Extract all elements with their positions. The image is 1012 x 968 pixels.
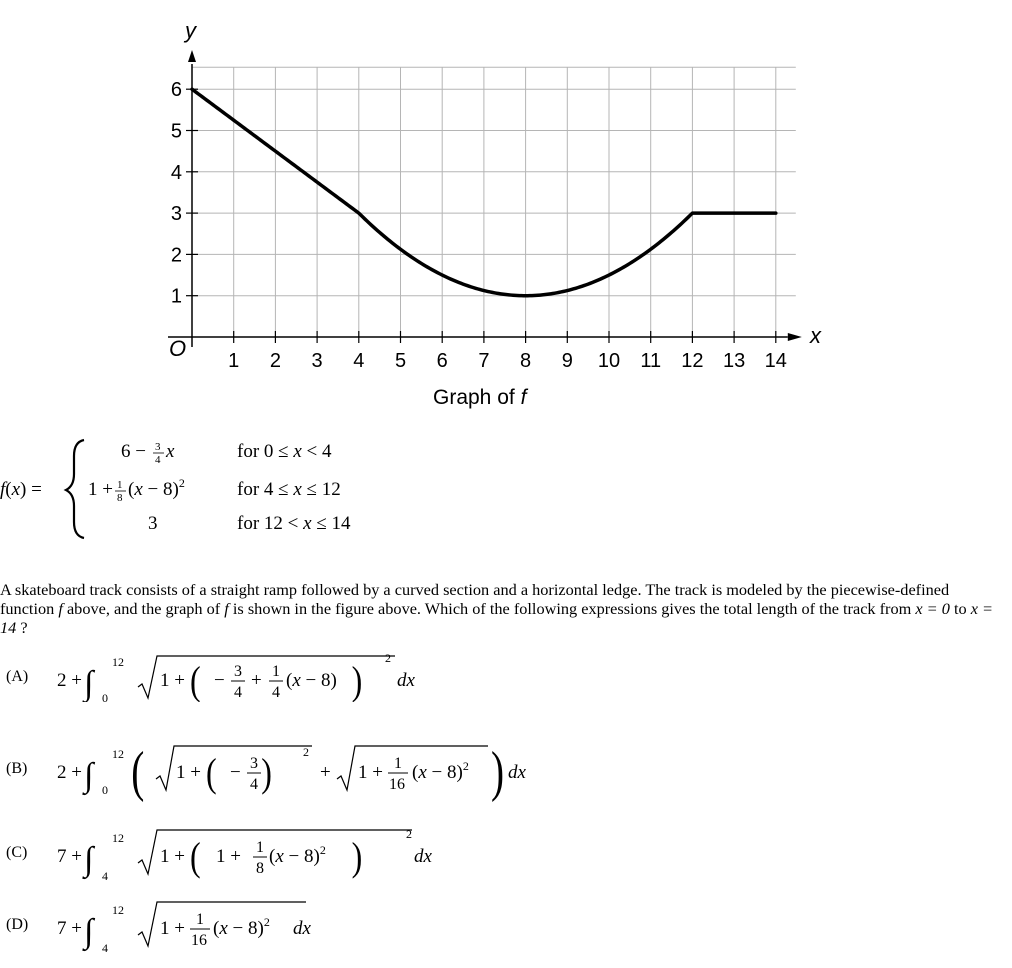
svg-text:−: −: [214, 670, 225, 691]
x-tick-label: 11: [640, 350, 662, 372]
svg-text:dx: dx: [293, 918, 311, 939]
svg-text:12: 12: [112, 831, 124, 845]
y-tick-label: 2: [170, 244, 182, 267]
svg-text:12: 12: [112, 747, 124, 761]
svg-text:∫: ∫: [84, 841, 94, 878]
svg-text:7 +: 7 +: [57, 846, 82, 867]
choice-c[interactable]: [0, 818, 460, 883]
svg-text:(: (: [206, 750, 217, 795]
choice-b[interactable]: [0, 734, 560, 804]
svg-text:3: 3: [155, 441, 161, 453]
x-tick-label: 5: [394, 350, 407, 372]
choice-c-expression: [50, 818, 450, 884]
svg-text:1: 1: [272, 663, 280, 680]
svg-text:4: 4: [155, 454, 161, 466]
svg-text:2 +: 2 +: [57, 762, 82, 783]
svg-text:1 +: 1 +: [216, 846, 241, 867]
svg-text:1: 1: [394, 755, 402, 772]
x-axis-label: x: [810, 323, 821, 348]
svg-text:dx: dx: [414, 846, 432, 867]
svg-text:1: 1: [196, 911, 204, 928]
x-tick-label: 13: [722, 350, 746, 372]
svg-text:dx: dx: [397, 670, 415, 691]
piecewise-definition: [0, 434, 420, 544]
svg-text:0: 0: [102, 783, 108, 797]
choice-c-label: (C): [6, 844, 28, 861]
y-tick-label: 4: [170, 161, 182, 184]
y-tick-label: 3: [170, 203, 182, 226]
x-tick-label: 9: [561, 350, 573, 372]
svg-text:16: 16: [191, 932, 207, 949]
origin-label: O: [169, 336, 187, 361]
x-tick-label: 14: [764, 350, 787, 372]
svg-text:): ): [351, 834, 363, 879]
choice-a-label: (A): [6, 668, 29, 685]
x-tick-label: 1: [228, 350, 240, 372]
choice-b-label: (B): [6, 760, 28, 777]
svg-text:8: 8: [117, 492, 123, 504]
svg-text:(: (: [190, 834, 201, 879]
y-tick-label: 5: [170, 120, 182, 143]
choice-d-expression: [50, 892, 390, 962]
svg-text:4: 4: [102, 941, 108, 955]
svg-text:12: 12: [112, 903, 124, 917]
piecewise-row-3: [148, 513, 351, 534]
svg-text:∫: ∫: [84, 665, 94, 702]
svg-text:x: x: [166, 441, 175, 462]
svg-text:4: 4: [102, 869, 108, 883]
axes: [168, 50, 802, 347]
svg-text:for 0 ≤ x < 4: for 0 ≤ x < 4: [237, 441, 332, 462]
svg-text:∫: ∫: [84, 913, 94, 950]
question-text: A skateboard track consists of a straight ramp followed by a curved section and a horizontal ledge. The track is modeled by the piecewise-defined function f above, and the graph of f is shown in the figure above. Which of the following expressions gives the total length of the track from x = 0 to x = 14 ?: [0, 580, 993, 637]
svg-text:3: 3: [234, 663, 242, 680]
svg-text:(x − 8): (x − 8): [286, 670, 337, 691]
svg-text:4: 4: [234, 684, 242, 701]
svg-text:(x − 8)2: $(x - 8)^2$: [128, 476, 185, 500]
svg-text:2: 2: [406, 827, 412, 841]
x-tick-label: 4: [353, 350, 365, 372]
piecewise-row-1: [121, 441, 332, 466]
svg-text:): ): [261, 750, 272, 795]
grid-lines: [192, 67, 796, 337]
svg-text:): ): [491, 741, 505, 803]
svg-text:4: 4: [272, 684, 280, 701]
y-axis-arrow: [188, 50, 196, 62]
svg-text:1 +: 1 +: [160, 670, 185, 691]
svg-text:(: (: [190, 658, 201, 702]
x-tick-label: 10: [597, 350, 621, 372]
svg-text:1: 1: [117, 479, 123, 491]
svg-text:∫: ∫: [84, 757, 94, 794]
svg-text:2: 2: [385, 651, 391, 665]
svg-text:2: 2: [303, 745, 309, 759]
x-tick-label: 6: [436, 350, 448, 372]
choice-d[interactable]: [0, 892, 400, 958]
piecewise-brace: [66, 440, 84, 538]
svg-text:0: 0: [102, 691, 108, 702]
svg-text:4: 4: [250, 776, 258, 793]
svg-text:for 4 ≤ x ≤ 12: for 4 ≤ x ≤ 12: [237, 479, 341, 500]
svg-text:16: 16: [389, 776, 405, 793]
svg-text:1 +: 1 +: [176, 762, 201, 783]
piecewise-row-2: [88, 476, 341, 504]
svg-text:(x − 8)2: $(x - 8)^2$: [213, 915, 270, 939]
y-tick-label: 1: [170, 285, 182, 308]
svg-text:−: −: [230, 762, 241, 783]
svg-text:3: 3: [148, 513, 158, 534]
x-tick-label: 7: [478, 350, 490, 372]
svg-text:(x − 8)2: $(x - 8)^2$: [269, 843, 326, 867]
graph-caption: Graph of f: [433, 386, 527, 409]
svg-text:(: (: [131, 741, 145, 803]
svg-text:1 +: 1 +: [88, 479, 113, 500]
svg-text:1: 1: [256, 839, 264, 856]
svg-text:1 +: 1 +: [160, 846, 185, 867]
x-tick-label: 2: [269, 350, 281, 372]
svg-text:for 12 < x ≤ 14: for 12 < x ≤ 14: [237, 513, 351, 534]
x-tick-label: 8: [520, 350, 532, 372]
svg-text:8: 8: [256, 860, 264, 877]
choice-b-expression: [50, 734, 550, 808]
x-tick-label: 3: [311, 350, 323, 372]
graph-of-f: [0, 0, 1012, 420]
svg-text:7 +: 7 +: [57, 918, 82, 939]
svg-text:+: +: [320, 762, 331, 783]
y-axis-label: y: [185, 18, 196, 43]
svg-text:12: 12: [112, 655, 124, 669]
x-axis-arrow: [788, 333, 802, 341]
choice-a[interactable]: [0, 650, 460, 700]
svg-text:): ): [351, 658, 363, 702]
svg-text:6 −: 6 −: [121, 441, 146, 462]
y-tick-label: 6: [170, 79, 182, 102]
svg-text:2 +: 2 +: [57, 670, 82, 691]
svg-text:1 +: 1 +: [358, 762, 383, 783]
piecewise-lhs: f(x) =: [0, 479, 42, 500]
svg-text:+: +: [251, 670, 262, 691]
svg-text:1 +: 1 +: [160, 918, 185, 939]
x-tick-label: 12: [681, 350, 704, 372]
svg-text:(x − 8)2: $(x - 8)^2$: [412, 759, 469, 783]
svg-text:dx: dx: [508, 762, 526, 783]
svg-text:3: 3: [250, 755, 258, 772]
choice-d-label: (D): [6, 916, 29, 933]
choice-a-expression: [50, 650, 450, 702]
